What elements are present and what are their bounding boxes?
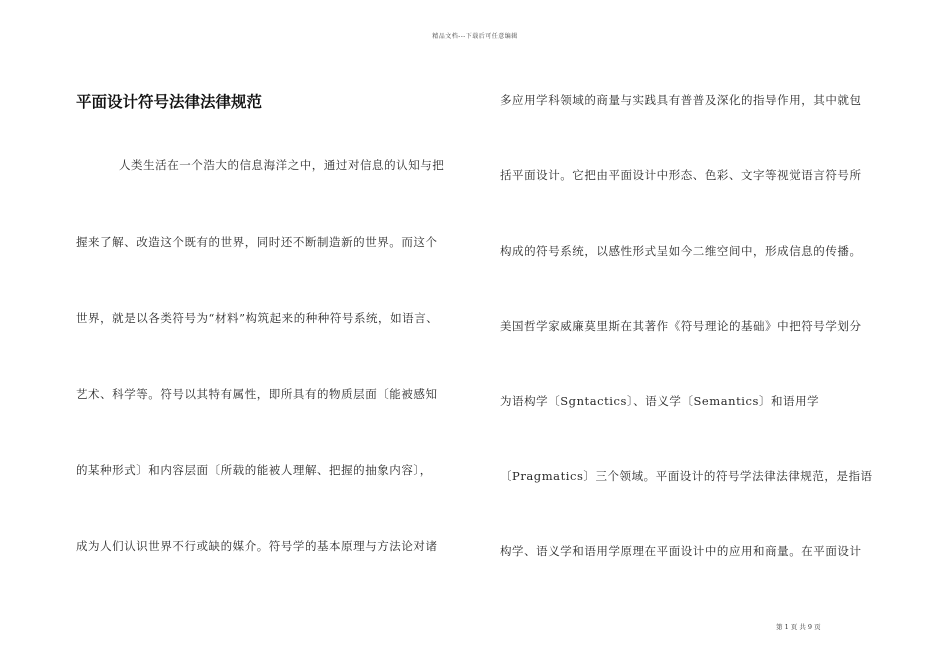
- text-line: 括平面设计。它把由平面设计中形态、色彩、文字等视觉语言符号所: [500, 168, 862, 182]
- text-line: 世界，就是以各类符号为“材料”构筑起来的种种符号系统，如语言、: [76, 311, 439, 325]
- page-number: 第 1 页 共 9 页: [776, 623, 821, 631]
- text-line: 构成的符号系统，以感性形式呈如今二维空间中，形成信息的传播。: [500, 244, 862, 258]
- document-title: 平面设计符号法律法律规范: [76, 93, 263, 111]
- text-line: 美国哲学家威廉莫里斯在其著作《符号理论的基础》中把符号学划分: [500, 319, 862, 333]
- header-note: 精品文档---下载后可任意编辑: [432, 33, 518, 40]
- text-line: 艺术、科学等。符号以其特有属性，即所具有的物质层面〔能被感知: [76, 387, 438, 401]
- text-line: 多应用学科领域的商量与实践具有普普及深化的指导作用，其中就包: [500, 93, 862, 107]
- text-line: 成为人们认识世界不行或缺的媒介。符号学的基本原理与方法论对诸: [76, 539, 438, 553]
- text-line: 〔Pragmatics〕三个领域。平面设计的符号学法律法律规范，是指语: [500, 469, 873, 483]
- text-line: 为语构学〔Sgntactics〕、语义学〔Semantics〕和语用学: [500, 394, 820, 408]
- text-line: 的某种形式〕和内容层面〔所载的能被人理解、把握的抽象内容〕，: [76, 463, 432, 477]
- text-line: 构学、语义学和语用学原理在平面设计中的应用和商量。在平面设计: [500, 544, 862, 558]
- text-line: 握来了解、改造这个既有的世界，同时还不断制造新的世界。而这个: [76, 235, 438, 249]
- text-line: 人类生活在一个浩大的信息海洋之中，通过对信息的认知与把: [119, 158, 445, 172]
